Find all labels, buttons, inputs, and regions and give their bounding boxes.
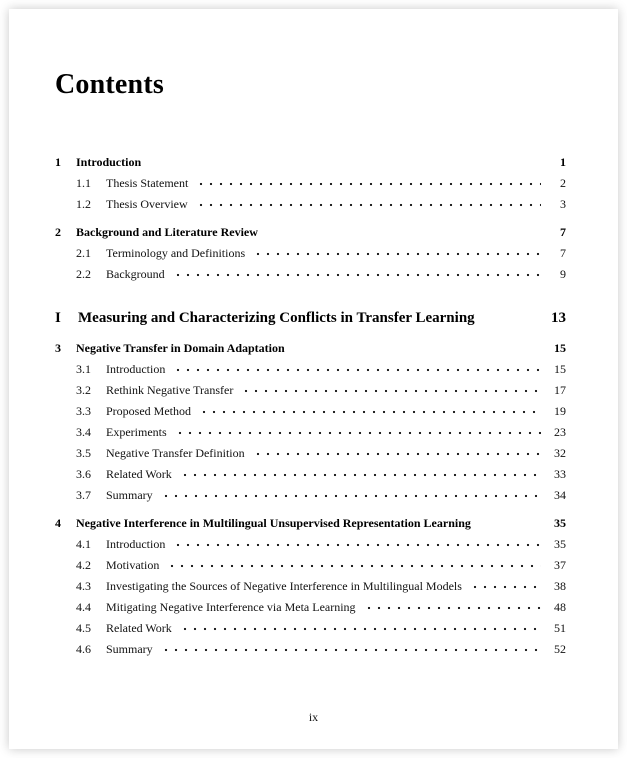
toc-entry-section: [55, 468, 566, 481]
dot-leader: [252, 247, 541, 260]
entry-title: Introduction: [76, 155, 142, 169]
entry-title: Mitigating Negative Interference via Meta Learning: [106, 600, 356, 614]
leader-spacer: [285, 342, 544, 355]
entry-title: Introduction: [106, 537, 166, 551]
entry-page-number: 9: [560, 267, 566, 281]
toc-entry-section: [55, 601, 566, 614]
entry-page-number: 19: [554, 404, 566, 418]
entry-number: 3: [55, 341, 61, 355]
dot-leader: [252, 447, 541, 460]
toc-entry-section: [55, 268, 566, 281]
toc-entry-section: [55, 247, 566, 260]
toc-entry-chapter: [55, 517, 566, 530]
dot-leader: [198, 405, 541, 418]
dot-leader: [172, 268, 541, 281]
entry-page-number: 34: [554, 488, 566, 502]
document-page: [9, 9, 618, 749]
toc-entry-section: [55, 363, 566, 376]
entry-title: Introduction: [106, 362, 166, 376]
entry-page-number: 13: [551, 310, 566, 326]
dot-leader: [160, 489, 541, 502]
toc-entry-section: [55, 384, 566, 397]
dot-leader: [172, 538, 541, 551]
entry-number: 4.1: [76, 537, 91, 551]
entry-title: Thesis Overview: [106, 197, 188, 211]
entry-number: 3.3: [76, 404, 91, 418]
entry-title: Negative Interference in Multilingual Unsupervised Representation Learning: [76, 516, 471, 530]
toc-entry-section: [55, 559, 566, 572]
contents-title: Contents: [55, 69, 164, 100]
entry-page-number: 1: [560, 155, 566, 169]
dot-leader: [363, 601, 541, 614]
entry-page-number: 35: [554, 537, 566, 551]
entry-page-number: 23: [554, 425, 566, 439]
entry-title: Related Work: [106, 467, 172, 481]
entry-title: Proposed Method: [106, 404, 191, 418]
entry-number: I: [55, 310, 61, 326]
toc-entry-chapter: [55, 156, 566, 169]
entry-title: Investigating the Sources of Negative Interference in Multilingual Models: [106, 579, 462, 593]
dot-leader: [179, 468, 541, 481]
dot-leader: [240, 384, 541, 397]
entry-number: 1.2: [76, 197, 91, 211]
dot-leader: [174, 426, 541, 439]
entry-title: Background and Literature Review: [76, 225, 258, 239]
toc-entry-section: [55, 538, 566, 551]
entry-number: 4.4: [76, 600, 91, 614]
entry-number: 2: [55, 225, 61, 239]
dot-leader: [195, 177, 541, 190]
entry-page-number: 51: [554, 621, 566, 635]
entry-page-number: 48: [554, 600, 566, 614]
entry-number: 4: [55, 516, 61, 530]
entry-title: Negative Transfer in Domain Adaptation: [76, 341, 285, 355]
entry-number: 3.6: [76, 467, 91, 481]
toc-entry-chapter: [55, 226, 566, 239]
entry-number: 4.6: [76, 642, 91, 656]
entry-number: 4.3: [76, 579, 91, 593]
leader-spacer: [141, 156, 544, 169]
entry-title: Background: [106, 267, 165, 281]
entry-number: 3.1: [76, 362, 91, 376]
entry-page-number: 33: [554, 467, 566, 481]
entry-page-number: 17: [554, 383, 566, 397]
entry-title: Negative Transfer Definition: [106, 446, 245, 460]
entry-number: 3.2: [76, 383, 91, 397]
toc-entry-section: [55, 580, 566, 593]
leader-spacer: [258, 226, 544, 239]
entry-page-number: 15: [554, 362, 566, 376]
entry-page-number: 52: [554, 642, 566, 656]
entry-page-number: 32: [554, 446, 566, 460]
entry-page-number: 2: [560, 176, 566, 190]
entry-title: Measuring and Characterizing Conflicts in Transfer Learning: [78, 310, 475, 326]
dot-leader: [172, 363, 541, 376]
entry-title: Motivation: [106, 558, 160, 572]
entry-number: 1: [55, 155, 61, 169]
entry-page-number: 38: [554, 579, 566, 593]
entry-number: 2.2: [76, 267, 91, 281]
entry-title: Summary: [106, 642, 153, 656]
entry-title: Summary: [106, 488, 153, 502]
toc-entry-section: [55, 489, 566, 502]
toc-entry-section: [55, 447, 566, 460]
toc-entry-section: [55, 177, 566, 190]
entry-page-number: 15: [554, 341, 566, 355]
entry-title: Rethink Negative Transfer: [106, 383, 234, 397]
entry-page-number: 7: [560, 225, 566, 239]
entry-page-number: 37: [554, 558, 566, 572]
entry-page-number: 35: [554, 516, 566, 530]
dot-leader: [195, 198, 541, 211]
table-of-contents: [55, 156, 566, 656]
page-number-footer: ix: [308, 710, 319, 724]
entry-page-number: 7: [560, 246, 566, 260]
entry-number: 2.1: [76, 246, 91, 260]
toc-entry-section: [55, 643, 566, 656]
dot-leader: [160, 643, 541, 656]
entry-page-number: 3: [560, 197, 566, 211]
toc-entry-chapter: [55, 342, 566, 355]
leader-spacer: [475, 310, 544, 326]
toc-entry-section: [55, 198, 566, 211]
entry-number: 3.4: [76, 425, 91, 439]
entry-number: 3.7: [76, 488, 91, 502]
entry-number: 4.2: [76, 558, 91, 572]
dot-leader: [469, 580, 541, 593]
entry-title: Thesis Statement: [106, 176, 189, 190]
entry-number: 1.1: [76, 176, 91, 190]
dot-leader: [179, 622, 541, 635]
entry-number: 3.5: [76, 446, 91, 460]
toc-entry-part: [55, 310, 566, 326]
toc-entry-section: [55, 426, 566, 439]
entry-number: 4.5: [76, 621, 91, 635]
leader-spacer: [471, 517, 544, 530]
entry-title: Related Work: [106, 621, 172, 635]
entry-title: Experiments: [106, 425, 167, 439]
entry-title: Terminology and Definitions: [106, 246, 246, 260]
dot-leader: [166, 559, 541, 572]
toc-entry-section: [55, 405, 566, 418]
toc-entry-section: [55, 622, 566, 635]
